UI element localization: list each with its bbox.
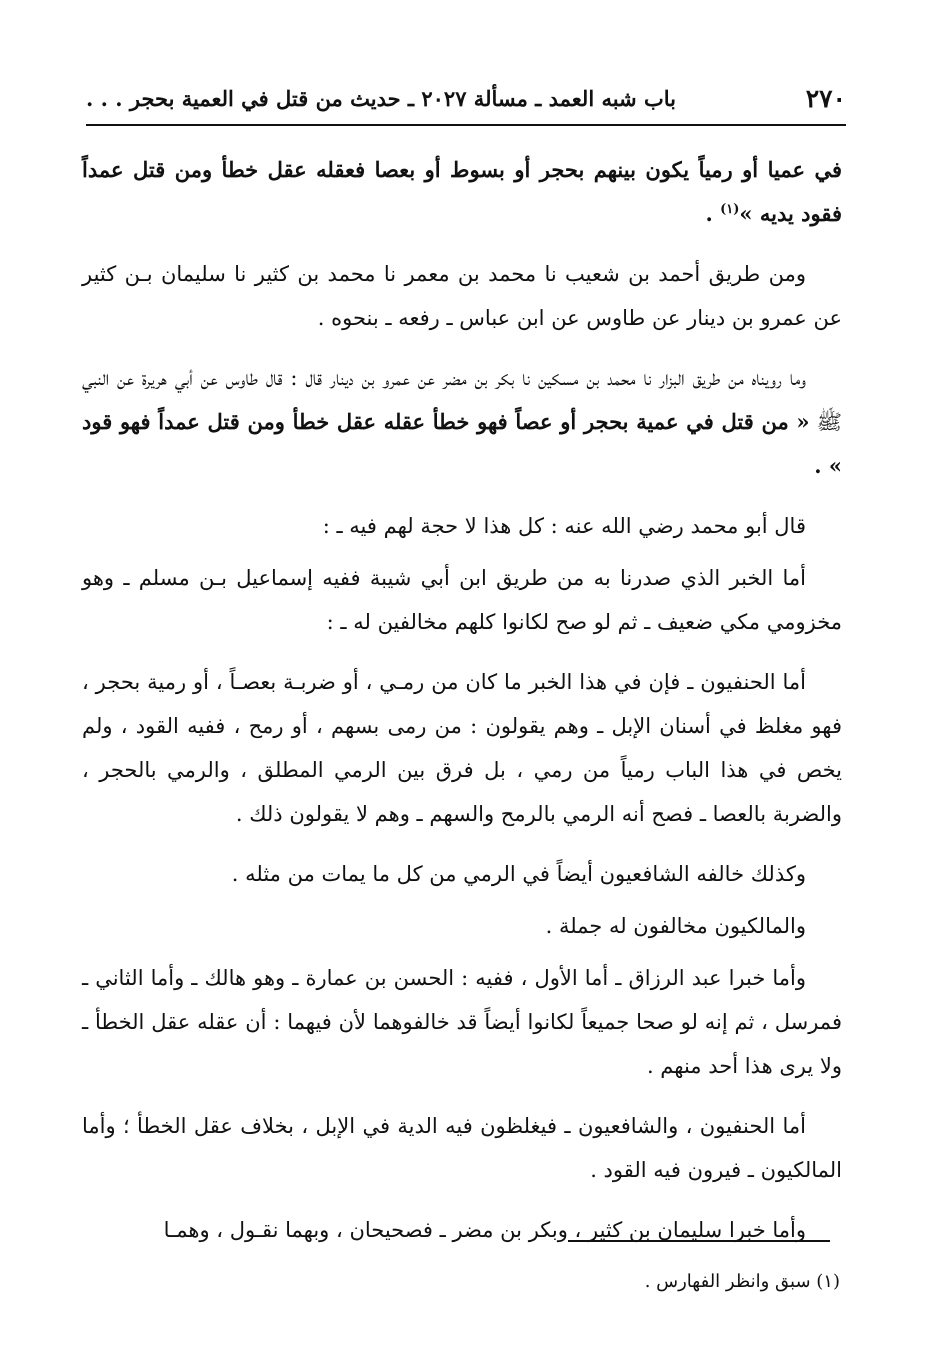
paragraph-end: . (705, 201, 721, 226)
footnote-divider (568, 1240, 830, 1242)
paragraph-sulayman-report: وأما خبرا سليمان بن كثير ، وبكر بن مضر ـ فصحيحان ، وبهما نقـول ، وهمـا (163, 1218, 806, 1242)
narration-chain: وما رويناه من طريق البزار نا محمد بن مسكين نا بكر بن مضر عن عمرو بن دينار قال : قال طاوس عن أبي هريرة عن النبي ﷺ (82, 366, 842, 434)
paragraph-bazzar-narration (82, 356, 842, 488)
paragraph-text: في عميا أو رمياً يكون بينهم بحجر أو بسوط أو بعصا فعقله عقل خطأ ومن قتل عمداً فقود يديه » (82, 157, 842, 226)
paragraph-hanafis: أما الحنفيون ـ فإن في هذا الخبر ما كان من رمـي ، أو ضربـة بعصـاً ، أو رمية بحجر ، فهو مغلظ في أسنان الإبل ـ وهم يقولون : من رمى بسهم ، أو رمح ، ففيه القود ، ولم يخص في هذا الباب رمياً من رمي ، بل فرق بين الرمي المطلق ، والرمي بالحجر ، والضربة بالعصا ـ فصح أنه الرمي بالرمح والسهم ـ وهم لا يقولون ذلك . (82, 670, 842, 826)
page-header (86, 84, 846, 126)
paragraph-first-report: أما الخبر الذي صدرنا به من طريق ابن أبي شيبة ففيه إسماعيل بـن مسلم ـ وهو مخزومي مكي ضعيف ـ ثم لو صح لكانوا كلهم مخالفين له ـ : (82, 566, 842, 634)
paragraph-abdurrazzaq-reports: وأما خبرا عبد الرزاق ـ أما الأول ، ففيه : الحسن بن عمارة ـ وهو هالك ـ وأما الثاني ـ فمرسل ، ثم إنه لو صحا جميعاً لكانوا أيضاً قد خالفوهما لأن فيهما : أن عقله عقل الخطأ ـ ولا يرى هذا أحد منهم . (82, 966, 842, 1078)
footnote: (١) سبق وانظر الفهارس . (644, 1271, 840, 1292)
running-title: باب شبه العمد ـ مسألة ٢٠٢٧ ـ حديث من قتل في العمية بحجر . . . (86, 86, 676, 111)
paragraph-hadith-continuation (82, 148, 842, 236)
footnote-reference: (١) (720, 202, 740, 217)
page-number: ٢٧٠ (805, 84, 846, 113)
paragraph-blood-money: أما الحنفيون ، والشافعيون ـ فيغلظون فيه الدية في الإبل ، بخلاف عقل الخطأ ؛ وأما المالكيون ـ فيرون فيه القود . (82, 1114, 842, 1182)
paragraph-ibn-shuayb-chain: ومن طريق أحمد بن شعيب نا محمد بن معمر نا محمد بن كثير نا سليمان بـن كثير عن عمرو بن دينار عن طاوس عن ابن عباس ـ رفعه ـ بنحوه . (82, 262, 842, 330)
paragraph-malikis: والمالكيون مخالفون له جملة . (545, 914, 806, 938)
paragraph-shafiis: وكذلك خالفه الشافعيون أيضاً في الرمي من كل ما يمات من مثله . (231, 862, 806, 886)
hadith-quote: « من قتل في عمية بحجر أو عصاً فهو خطأ عقله عقل خطأ ومن قتل عمداً فهو قود » . (82, 409, 842, 478)
main-text (82, 148, 842, 1260)
paragraph-abu-muhammad: قال أبو محمد رضي الله عنه : كل هذا لا حجة لهم فيه ـ : (322, 514, 806, 538)
